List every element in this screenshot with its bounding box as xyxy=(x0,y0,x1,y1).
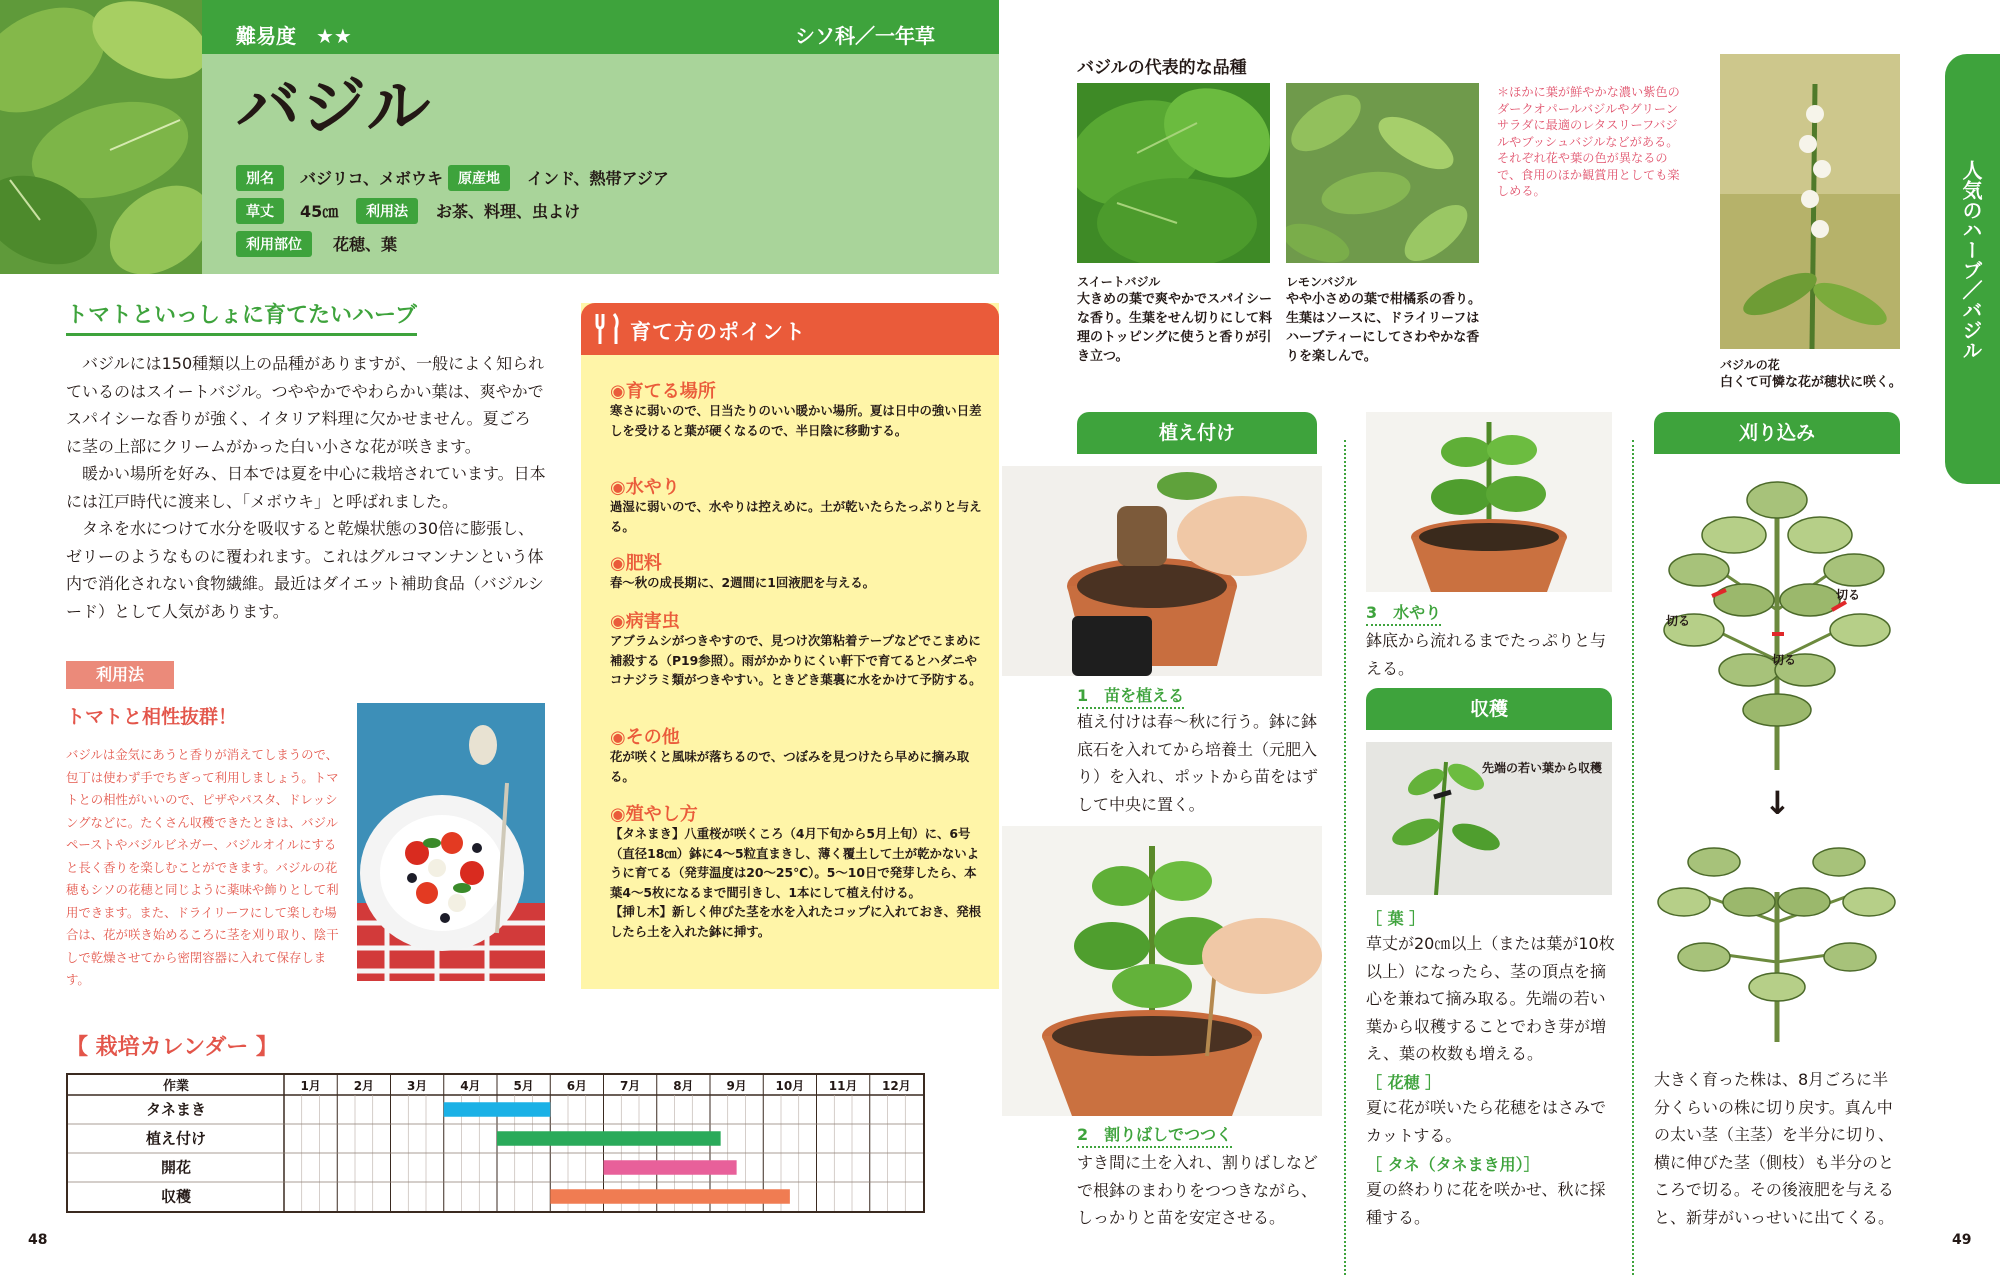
column-divider xyxy=(1632,440,1634,1275)
calendar-row-label: 収穫 xyxy=(160,1187,192,1206)
usage-body: バジルは金気にあうと香りが消えてしまうので、包丁は使わず手でちぎって利用しましょう。トマトとの相性がいいので、ピザやパスタ、ドレッシングなどに。たくさん収穫できたときは、バジルペーストやバジルビネガー、バジルオイルにすると長く香りを楽しむことができます。バジルの花穂もシソの花穂と同じように薬味や飾りとして利用できます。また、ドライリーフにして楽しむ場合は、花が咲き始めるころに茎を刈り取り、陰干しで乾燥させてから密閉容器に入れて保存します。 xyxy=(66,747,339,987)
point-water-text: 過湿に弱いので、水やりは控えめに。土が乾いたらたっぷりと与える。 xyxy=(610,499,982,534)
cut-label-left: 切る xyxy=(1666,614,1691,628)
basil-flower-photo xyxy=(1720,54,1900,349)
point-fertilizer-title: ◉肥料 xyxy=(610,553,662,574)
calendar-month-label: 7月 xyxy=(619,1079,641,1093)
planting-heading: 植え付け xyxy=(1077,412,1317,454)
harvest-leaf-title: ［ 葉 ］ xyxy=(1366,909,1426,928)
tag-value-alias: バジリコ、メボウキ xyxy=(300,169,444,188)
calendar-header-label: 作業 xyxy=(162,1079,190,1094)
sweet-basil-name: スイートバジル xyxy=(1077,275,1161,289)
cultivation-calendar xyxy=(66,1073,925,1213)
calendar-month-label: 12月 xyxy=(882,1079,911,1093)
point-fertilizer-text: 春〜秋の成長期に、2週間に1回液肥を与える。 xyxy=(610,575,876,590)
usage-badge: 利用法 xyxy=(66,661,174,689)
harvest-leaf-text: 草丈が20㎝以上（または葉が10枚以上）になったら、茎の頂点を摘心を兼ねて摘み取る。先端の若い葉から収穫することでわき芽が増え、葉の枚数も増える。 xyxy=(1366,934,1615,1063)
planting-step2-text: すき間に土を入れ、割りばしなどで根鉢のまわりをつつきながら、しっかりと苗を安定させる。 xyxy=(1077,1153,1318,1227)
harvest-seed-text: 夏の終わりに花を咲かせ、秋に採種する。 xyxy=(1366,1180,1606,1227)
calendar-bar xyxy=(444,1102,551,1117)
intro-body: バジルには150種類以上の品種がありますが、一般によく知られているのはスイートバジル。つややかでやわらかい葉は、爽やかでスパイシーな香りが強く、イタリア料理に欠かせません。夏ごろに茎の上部にクリームがかった白い小さな花が咲きます。 暖かい場所を好み、日本では夏を中心に栽培されています。日本には江戸時代に渡来し、「メボウキ」と呼ばれました。 タネを水につけて水分を吸収すると乾燥状態の30倍に膨張し、ゼリーのようなものに覆われます。これはグルコマンナンという体内で消化されない食物繊維。最近はダイエット補助食品（バジルシード）として人気があります。 xyxy=(66,354,546,621)
tag-label-origin: 原産地 xyxy=(448,165,510,191)
harvest-spike-text: 夏に花が咲いたら花穂をはさみでカットする。 xyxy=(1366,1098,1607,1145)
calendar-month-label: 8月 xyxy=(673,1079,694,1093)
variety-heading: バジルの代表的な品種 xyxy=(1077,58,1247,78)
calendar-grid xyxy=(68,1075,923,1211)
calendar-month-label: 3月 xyxy=(406,1079,428,1093)
pruning-illustration-before xyxy=(1654,470,1900,770)
point-place-text: 寒さに弱いので、日当たりのいい暖かい場所。夏は日中の強い日差しを受けると葉が硬くなるので、半日陰に移動する。 xyxy=(610,403,982,438)
tag-label-alias: 別名 xyxy=(236,165,284,191)
calendar-month-label: 11月 xyxy=(828,1079,858,1093)
flower-name: バジルの花 xyxy=(1720,358,1780,372)
point-other-title: ◉その他 xyxy=(610,727,680,748)
down-arrow-icon: ↓ xyxy=(1764,784,1791,822)
calendar-row-label: タネまき xyxy=(145,1100,207,1119)
point-place-title: ◉育てる場所 xyxy=(610,381,716,402)
column-divider xyxy=(1344,440,1346,1275)
calendar-bar xyxy=(550,1189,790,1204)
planting-step1-title: 1 苗を植える xyxy=(1077,683,1184,709)
planting-step3-photo xyxy=(1366,412,1612,592)
planting-step2-title: 2 割りばしでつつく xyxy=(1077,1122,1232,1148)
tag-value-part: 花穂、葉 xyxy=(333,235,398,254)
point-pest-text: アブラムシがつきやすので、見つけ次第粘着テープなどでこまめに補殺する（P19参照）。雨がかかりにくい軒下で育てるとハダニやコナジラミ類がつきやすい。ときどき葉裏に水をかけて予防する。 xyxy=(610,633,982,687)
lemon-basil-text: やや小さめの葉で柑橘系の香り。生葉はソースに、ドライリーフはハーブティーにしてさわやかな香りを楽しんで。 xyxy=(1286,292,1482,364)
sweet-basil-text: 大きめの葉で爽やかでスパイシーな香り。生葉をせん切りにして料理のトッピングに使うと香りが引き立つ。 xyxy=(1077,292,1273,364)
calendar-title: 【 栽培カレンダー 】 xyxy=(66,1035,278,1060)
tag-label-use: 利用法 xyxy=(356,198,418,224)
caprese-salad-photo xyxy=(357,703,545,981)
calendar-row-label: 開花 xyxy=(160,1158,192,1177)
flower-text: 白くて可憐な花が穂状に咲く。 xyxy=(1720,375,1902,390)
fork-knife-icon xyxy=(592,312,622,346)
harvest-photo-label: 先端の若い葉から収穫 xyxy=(1482,761,1603,775)
pruning-heading: 刈り込み xyxy=(1654,412,1900,454)
tag-value-use: お茶、料理、虫よけ xyxy=(436,202,581,221)
planting-step1-photo xyxy=(1002,466,1322,676)
sweet-basil-photo xyxy=(1077,83,1270,263)
tag-label-height: 草丈 xyxy=(236,198,284,224)
pruning-illustration-after xyxy=(1654,832,1900,1042)
tag-value-height: 45㎝ xyxy=(300,202,339,221)
point-water-title: ◉水やり xyxy=(610,477,680,498)
planting-step1-text: 植え付けは春〜秋に行う。鉢に鉢底石を入れてから培養土（元肥入り）を入れ、ポットから苗をはずして中央に置く。 xyxy=(1077,712,1318,814)
calendar-month-label: 4月 xyxy=(460,1079,481,1093)
plant-family: シソ科／一年草 xyxy=(795,24,935,48)
lemon-basil-name: レモンバジル xyxy=(1286,275,1357,289)
harvest-spike-title: ［ 花穂 ］ xyxy=(1366,1073,1442,1092)
calendar-month-label: 1月 xyxy=(300,1079,321,1093)
tag-label-part: 利用部位 xyxy=(236,231,312,257)
point-propagation-text: 【タネまき】八重桜が咲くころ（4月下旬から5月上旬）に、6号（直径18㎝）鉢に4〜5粒直まきし、薄く覆土して土が乾かないように育てる（発芽温度は20〜25℃）。5〜10日で発芽したら、本葉4〜5枚になるまで間引きし、1本にして植え付ける。 【挿し木】新しく伸びた茎を水を入れたコップに入れておき、発根したら土を入れた鉢に挿す。 xyxy=(610,826,981,939)
cut-label-center: 切る xyxy=(1772,653,1797,667)
difficulty-label: 難易度 ★★ xyxy=(236,24,352,48)
lemon-basil-photo xyxy=(1286,83,1479,263)
cut-label-right: 切る xyxy=(1836,588,1861,602)
tag-value-origin: インド、熱帯アジア xyxy=(527,169,669,188)
page-number-right: 49 xyxy=(1952,1232,1972,1248)
page-title: バジル xyxy=(236,71,433,145)
calendar-month-label: 9月 xyxy=(726,1079,747,1093)
point-pest-title: ◉病害虫 xyxy=(610,611,680,632)
point-other-text: 花が咲くと風味が落ちるので、つぼみを見つけたら早めに摘み取る。 xyxy=(610,749,970,784)
calendar-month-label: 10月 xyxy=(775,1079,805,1093)
variety-note: ＊ほかに葉が鮮やかな濃い紫色のダークオパールバジルやグリーンサラダに最適のレタスリーフバジルやブッシュバジルなどがある。それぞれ花や葉の色が異なるので、食用のほか観賞用としても楽しめる。 xyxy=(1497,85,1680,198)
harvest-heading: 収穫 xyxy=(1366,688,1612,730)
point-propagation-title: ◉殖やし方 xyxy=(610,804,698,825)
harvest-seed-title: ［ タネ（タネまき用）］ xyxy=(1366,1155,1540,1174)
calendar-month-label: 6月 xyxy=(566,1079,588,1093)
calendar-month-label: 5月 xyxy=(513,1079,534,1093)
intro-heading: トマトといっしょに育てたいハーブ xyxy=(66,298,417,336)
pruning-text: 大きく育った株は、8月ごろに半分くらいの株に切り戻す。真ん中の太い茎（主茎）を半分に切り、横に伸びた茎（側枝）も半分のところで切る。その後液肥を与えると、新芽がいっせいに出てくる。 xyxy=(1654,1070,1895,1227)
usage-title: トマトと相性抜群！ xyxy=(66,706,238,728)
calendar-bar xyxy=(604,1160,737,1175)
calendar-month-label: 2月 xyxy=(353,1079,375,1093)
page-number-left: 48 xyxy=(28,1232,48,1248)
chapter-side-tab-label: 人気のハーブ／バジル xyxy=(1959,160,1983,360)
planting-step2-photo xyxy=(1002,826,1322,1116)
basil-header-photo xyxy=(0,0,202,274)
care-points-title: 育て方のポイント xyxy=(630,320,806,344)
calendar-bar xyxy=(497,1131,721,1146)
calendar-row-label: 植え付け xyxy=(145,1129,207,1148)
planting-step3-text: 鉢底から流れるまでたっぷりと与える。 xyxy=(1366,631,1607,678)
planting-step3-title: 3 水やり xyxy=(1366,600,1441,626)
